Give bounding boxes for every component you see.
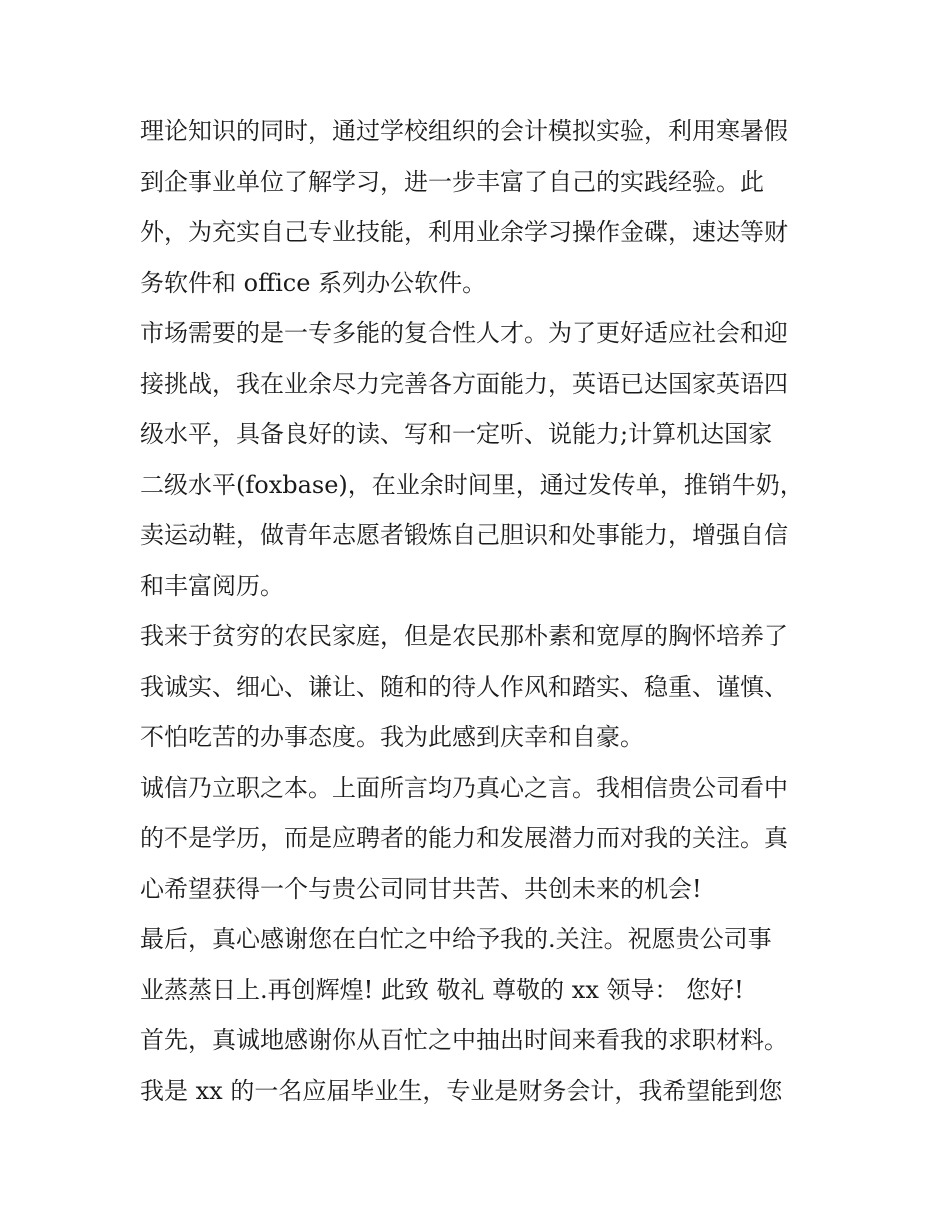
- text-line: 级水平，具备良好的读、写和一定听、说能力;计算机达国家: [140, 420, 773, 448]
- text-line: 业蒸蒸日上.再创辉煌! 此致 敬礼 尊敬的 xx 领导： 您好!: [140, 975, 744, 1004]
- text-line: 二级水平(foxbase)，在业余时间里，通过发传单，推销牛奶，: [140, 470, 804, 499]
- text-line: 最后，真心感谢您在白忙之中给予我的.关注。祝愿贵公司事: [140, 925, 772, 953]
- document-body: [140, 106, 820, 1116]
- text-line: 心希望获得一个与贵公司同甘共苦、共创未来的机会!: [140, 874, 702, 903]
- text-line: 到企事业单位了解学习，进一步丰富了自己的实践经验。此: [140, 167, 764, 196]
- text-line: 首先，真诚地感谢你从百忙之中抽出时间来看我的求职材料。: [140, 1026, 788, 1054]
- text-line: 我是 xx 的一名应届毕业生，专业是财务会计，我希望能到您: [140, 1076, 783, 1105]
- text-line: 务软件和 office 系列办公软件。: [140, 268, 487, 297]
- text-line: 诚信乃立职之本。上面所言均乃真心之言。我相信贵公司看中: [140, 773, 788, 802]
- text-line: 和丰富阅历。: [140, 571, 284, 600]
- text-line: 我诚实、细心、谦让、随和的待人作风和踏实、稳重、谨慎、: [140, 672, 788, 701]
- text-line: 外，为充实自己专业技能，利用业余学习操作金碟，速达等财: [140, 218, 788, 246]
- text-line: 接挑战，我在业余尽力完善各方面能力，英语已达国家英语四: [140, 369, 788, 398]
- text-line: 不怕吃苦的办事态度。我为此感到庆幸和自豪。: [140, 723, 644, 751]
- text-line: 的不是学历，而是应聘者的能力和发展潜力而对我的关注。真: [140, 824, 788, 852]
- text-line: 我来于贫穷的农民家庭，但是农民那朴素和宽厚的胸怀培养了: [140, 622, 788, 650]
- text-line: 卖运动鞋，做青年志愿者锻炼自己胆识和处事能力，增强自信: [140, 521, 788, 549]
- text-line: 理论知识的同时，通过学校组织的会计模拟实验，利用寒暑假: [140, 117, 788, 145]
- text-line: 市场需要的是一专多能的复合性人才。为了更好适应社会和迎: [140, 319, 788, 347]
